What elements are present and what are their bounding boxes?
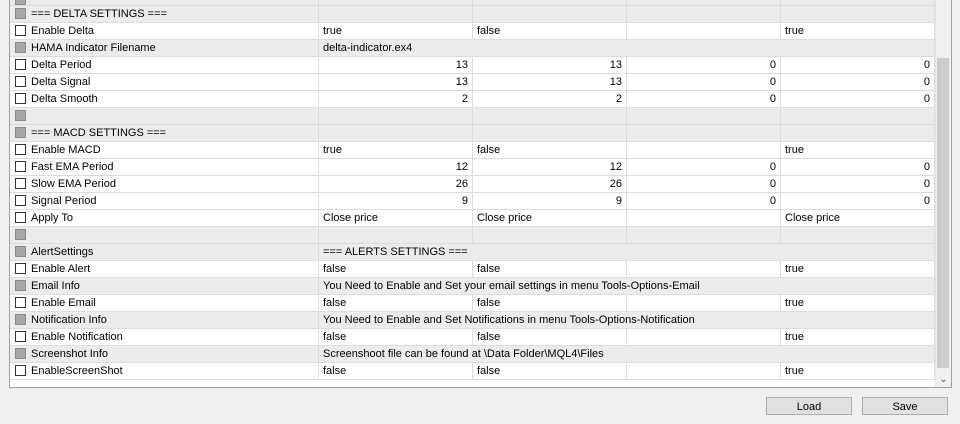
value-cell[interactable]: 9	[319, 193, 473, 209]
table-row[interactable]	[10, 6, 935, 23]
value-cell	[319, 6, 473, 22]
optimize-checkbox	[15, 229, 26, 240]
parameter-name: Apply To	[31, 212, 73, 224]
step-cell[interactable]: 0	[627, 193, 781, 209]
parameter-name: Enable MACD	[31, 144, 101, 156]
parameter-name: Screenshot Info	[31, 348, 109, 360]
table-row[interactable]	[10, 108, 935, 125]
value-cell[interactable]: 26	[319, 176, 473, 192]
value-cell[interactable]: false	[319, 295, 473, 311]
start-cell[interactable]: false	[473, 295, 627, 311]
parameter-name-cell	[10, 91, 319, 107]
stop-cell[interactable]: 0	[781, 193, 935, 209]
vertical-scrollbar[interactable]	[935, 0, 951, 387]
stop-cell[interactable]: true	[781, 142, 935, 158]
optimize-checkbox[interactable]	[15, 297, 26, 308]
start-cell[interactable]: false	[473, 329, 627, 345]
parameter-name-cell	[10, 244, 319, 260]
parameter-name: Delta Signal	[31, 76, 91, 88]
parameter-name-cell	[10, 142, 319, 158]
table-row[interactable]	[10, 278, 935, 295]
table-row[interactable]	[10, 23, 935, 40]
optimize-checkbox[interactable]	[15, 59, 26, 70]
stop-cell[interactable]: 0	[781, 91, 935, 107]
optimize-checkbox[interactable]	[15, 144, 26, 155]
value-cell	[319, 0, 473, 5]
optimize-checkbox[interactable]	[15, 178, 26, 189]
parameter-name-cell	[10, 363, 319, 379]
table-row[interactable]	[10, 74, 935, 91]
start-cell	[473, 0, 627, 5]
table-row[interactable]	[10, 125, 935, 142]
optimize-checkbox	[15, 280, 26, 291]
stop-cell[interactable]: true	[781, 23, 935, 39]
step-cell[interactable]: 0	[627, 176, 781, 192]
scrollbar-thumb[interactable]	[937, 58, 949, 368]
optimize-checkbox[interactable]	[15, 365, 26, 376]
optimize-checkbox[interactable]	[15, 195, 26, 206]
table-row[interactable]	[10, 176, 935, 193]
optimize-checkbox	[15, 348, 26, 359]
parameter-name: Delta Period	[31, 59, 92, 71]
value-cell[interactable]: 12	[319, 159, 473, 175]
parameter-name: EnableScreenShot	[31, 365, 123, 377]
parameter-name-cell	[10, 261, 319, 277]
optimize-checkbox	[15, 42, 26, 53]
start-cell[interactable]: false	[473, 23, 627, 39]
optimize-checkbox	[15, 127, 26, 138]
parameter-name: AlertSettings	[31, 246, 94, 258]
parameter-name: Enable Email	[31, 297, 96, 309]
value-cell[interactable]: true	[319, 23, 473, 39]
table-row[interactable]	[10, 142, 935, 159]
parameter-name-cell	[10, 159, 319, 175]
stop-cell[interactable]: 0	[781, 159, 935, 175]
parameter-value-cell: Screenshoot file can be found at \Data Folder\MQL4\Files	[319, 346, 935, 362]
table-row[interactable]	[10, 193, 935, 210]
start-cell	[473, 108, 627, 124]
step-cell[interactable]	[627, 23, 781, 39]
value-cell[interactable]: false	[319, 363, 473, 379]
parameter-name-cell	[10, 346, 319, 362]
parameters-table	[10, 0, 935, 380]
stop-cell[interactable]: true	[781, 363, 935, 379]
stop-cell[interactable]: true	[781, 329, 935, 345]
parameter-name: Email Info	[31, 280, 80, 292]
value-cell[interactable]: 13	[319, 57, 473, 73]
table-row[interactable]	[10, 227, 935, 244]
parameter-value-cell: delta-indicator.ex4	[319, 40, 935, 56]
step-cell	[627, 0, 781, 5]
parameter-name: Enable Delta	[31, 25, 94, 37]
parameter-name-cell	[10, 125, 319, 141]
step-cell[interactable]: 0	[627, 57, 781, 73]
start-cell[interactable]: false	[473, 363, 627, 379]
stop-cell[interactable]: true	[781, 261, 935, 277]
table-row[interactable]	[10, 244, 935, 261]
table-row[interactable]	[10, 40, 935, 57]
optimize-checkbox[interactable]	[15, 76, 26, 87]
parameter-name: Delta Smooth	[31, 93, 98, 105]
stop-cell[interactable]: Close price	[781, 210, 935, 226]
stop-cell	[781, 108, 935, 124]
value-cell[interactable]: 2	[319, 91, 473, 107]
table-row[interactable]	[10, 261, 935, 278]
step-cell[interactable]	[627, 295, 781, 311]
save-button[interactable]: Save	[862, 397, 948, 415]
start-cell	[473, 6, 627, 22]
step-cell	[627, 227, 781, 243]
parameter-name: Notification Info	[31, 314, 107, 326]
optimize-checkbox[interactable]	[15, 25, 26, 36]
step-cell[interactable]	[627, 363, 781, 379]
optimize-checkbox	[15, 314, 26, 325]
parameter-name-cell	[10, 312, 319, 328]
optimize-checkbox	[15, 0, 26, 5]
parameter-name-cell	[10, 57, 319, 73]
start-cell[interactable]: Close price	[473, 210, 627, 226]
start-cell	[473, 125, 627, 141]
parameter-value-cell: You Need to Enable and Set your email settings in menu Tools-Options-Email	[319, 278, 935, 294]
start-cell[interactable]: 13	[473, 74, 627, 90]
optimize-checkbox	[15, 110, 26, 121]
start-cell[interactable]: 26	[473, 176, 627, 192]
step-cell[interactable]	[627, 142, 781, 158]
value-cell[interactable]: true	[319, 142, 473, 158]
value-cell[interactable]: false	[319, 329, 473, 345]
parameter-name-cell	[10, 278, 319, 294]
start-cell[interactable]: false	[473, 142, 627, 158]
parameter-name-cell	[10, 176, 319, 192]
table-row[interactable]	[10, 329, 935, 346]
parameter-value-cell: === ALERTS SETTINGS ===	[319, 244, 935, 260]
parameter-value-cell: You Need to Enable and Set Notifications in menu Tools-Options-Notification	[319, 312, 935, 328]
parameter-name: HAMA Indicator Filename	[31, 42, 156, 54]
stop-cell	[781, 227, 935, 243]
scroll-down-arrow-icon[interactable]: ⌄	[939, 374, 948, 385]
optimize-checkbox[interactable]	[15, 331, 26, 342]
parameter-name: Enable Notification	[31, 331, 123, 343]
parameter-name-cell	[10, 295, 319, 311]
parameter-name: Enable Alert	[31, 263, 91, 275]
parameter-name-cell	[10, 74, 319, 90]
value-cell	[319, 125, 473, 141]
optimize-checkbox[interactable]	[15, 93, 26, 104]
load-button[interactable]: Load	[766, 397, 852, 415]
value-cell[interactable]: 13	[319, 74, 473, 90]
table-row[interactable]	[10, 312, 935, 329]
parameter-name-cell	[10, 40, 319, 56]
parameter-name-cell	[10, 227, 319, 243]
stop-cell	[781, 0, 935, 5]
table-row[interactable]	[10, 91, 935, 108]
optimize-checkbox	[15, 8, 26, 19]
table-row[interactable]	[10, 57, 935, 74]
step-cell	[627, 125, 781, 141]
table-row[interactable]	[10, 295, 935, 312]
optimize-checkbox[interactable]	[15, 263, 26, 274]
step-cell[interactable]	[627, 261, 781, 277]
value-cell	[319, 108, 473, 124]
parameter-name-cell	[10, 23, 319, 39]
value-cell	[319, 227, 473, 243]
stop-cell	[781, 6, 935, 22]
value-cell[interactable]: Close price	[319, 210, 473, 226]
step-cell[interactable]: 0	[627, 159, 781, 175]
step-cell[interactable]	[627, 210, 781, 226]
parameter-name-cell	[10, 0, 319, 5]
step-cell	[627, 6, 781, 22]
stop-cell[interactable]: 0	[781, 57, 935, 73]
stop-cell[interactable]: true	[781, 295, 935, 311]
parameter-name-cell	[10, 210, 319, 226]
table-row[interactable]	[10, 159, 935, 176]
stop-cell[interactable]: 0	[781, 176, 935, 192]
value-cell[interactable]: false	[319, 261, 473, 277]
table-row[interactable]	[10, 210, 935, 227]
table-row[interactable]	[10, 346, 935, 363]
optimize-checkbox[interactable]	[15, 161, 26, 172]
parameter-name-cell	[10, 108, 319, 124]
parameter-name-cell	[10, 193, 319, 209]
start-cell[interactable]: 9	[473, 193, 627, 209]
parameter-name: Fast EMA Period	[31, 161, 114, 173]
stop-cell	[781, 125, 935, 141]
optimize-checkbox	[15, 246, 26, 257]
parameter-name: Signal Period	[31, 195, 97, 207]
table-row[interactable]	[10, 363, 935, 380]
start-cell[interactable]: 13	[473, 57, 627, 73]
parameter-name-cell	[10, 329, 319, 345]
stop-cell[interactable]: 0	[781, 74, 935, 90]
parameter-name: === MACD SETTINGS ===	[31, 127, 167, 139]
parameter-name-cell	[10, 6, 319, 22]
step-cell	[627, 108, 781, 124]
step-cell[interactable]: 0	[627, 74, 781, 90]
start-cell[interactable]: 12	[473, 159, 627, 175]
start-cell[interactable]: false	[473, 261, 627, 277]
start-cell	[473, 227, 627, 243]
parameter-name: === DELTA SETTINGS ===	[31, 8, 167, 20]
step-cell[interactable]: 0	[627, 91, 781, 107]
parameters-grid	[9, 0, 952, 388]
step-cell[interactable]	[627, 329, 781, 345]
start-cell[interactable]: 2	[473, 91, 627, 107]
optimize-checkbox[interactable]	[15, 212, 26, 223]
parameter-name: Slow EMA Period	[31, 178, 116, 190]
